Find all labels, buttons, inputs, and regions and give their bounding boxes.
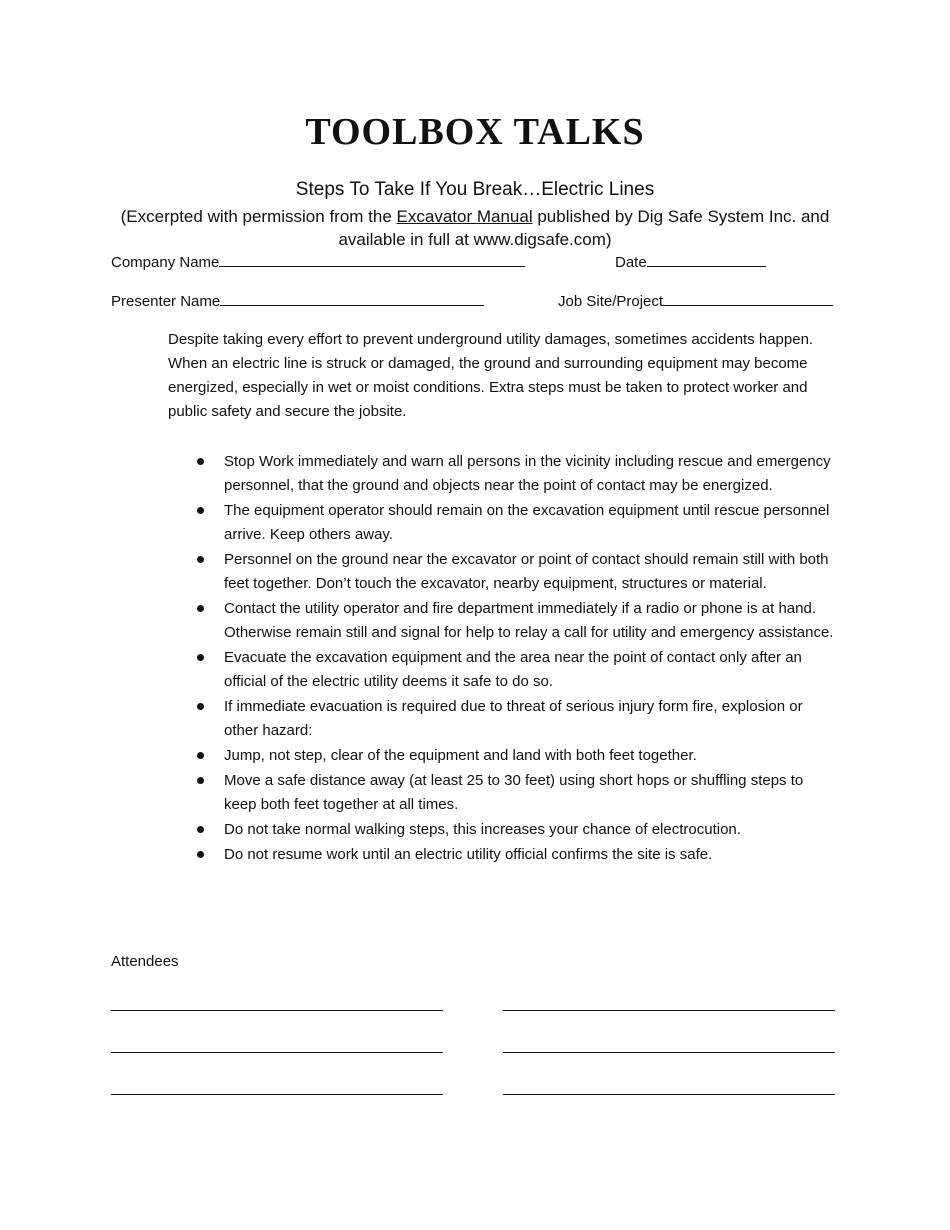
bullet-icon: [197, 556, 204, 563]
list-item: Contact the utility operator and fire department immediately if a radio or phone is at hand. Otherwise remain still and signal for help to relay a call for utility and emergency assistance.: [168, 597, 838, 645]
list-item: Evacuate the excavation equipment and the area near the point of contact only after an official of the electric utility deems it safe to do so.: [168, 646, 838, 694]
attendee-signature-line[interactable]: [503, 1010, 835, 1011]
company-name-field: [111, 252, 525, 271]
list-item: If immediate evacuation is required due to threat of serious injury form fire, explosion or other hazard:: [168, 695, 838, 743]
safety-steps-list: [168, 450, 838, 868]
attendees-label: Attendees: [111, 953, 179, 970]
presenter-name-label: Presenter Name: [111, 293, 221, 310]
list-item: Jump, not step, clear of the equipment and land with both feet together.: [168, 744, 838, 768]
attendee-signature-line[interactable]: [503, 1052, 835, 1053]
bullet-icon: [197, 851, 204, 858]
job-site-label: Job Site/Project: [558, 293, 664, 310]
attendee-signature-line[interactable]: [111, 1094, 443, 1095]
job-site-blank[interactable]: [663, 291, 833, 306]
attendee-signature-line[interactable]: [111, 1010, 443, 1011]
attendee-signature-line[interactable]: [111, 1052, 443, 1053]
date-label: Date: [615, 254, 647, 271]
presenter-name-field: [111, 291, 484, 310]
job-site-field: [558, 291, 833, 310]
bullet-icon: [197, 777, 204, 784]
intro-paragraph: Despite taking every effort to prevent underground utility damages, sometimes accidents happen. When an electric line is struck or damaged, the ground and surrounding equipment may become energized, especially in wet or moist conditions. Extra steps must be taken to protect worker and public safety and secure the jobsite.: [168, 331, 814, 420]
excerpt-prefix: (Excerpted with permission from the: [120, 207, 397, 226]
bullet-icon: [197, 654, 204, 661]
page-title: TOOLBOX TALKS: [305, 111, 645, 153]
bullet-icon: [197, 826, 204, 833]
list-item: Do not take normal walking steps, this increases your chance of electrocution.: [168, 818, 838, 842]
list-item: Do not resume work until an electric utility official confirms the site is safe.: [168, 843, 838, 867]
excavator-manual-title: Excavator Manual: [396, 207, 533, 226]
list-item: Move a safe distance away (at least 25 to 30 feet) using short hops or shuffling steps to keep both feet together at all times.: [168, 769, 838, 817]
bullet-icon: [197, 703, 204, 710]
excerpt-suffix: published by Dig Safe System Inc. and available in full at www.digsafe.com): [338, 207, 830, 249]
list-item: Stop Work immediately and warn all persons in the vicinity including rescue and emergency personnel, that the ground and objects near the point of contact may be energized.: [168, 450, 838, 498]
bullet-icon: [197, 507, 204, 514]
date-field: [615, 252, 766, 271]
date-blank[interactable]: [647, 252, 766, 267]
list-item: The equipment operator should remain on the excavation equipment until rescue personnel arrive. Keep others away.: [168, 499, 838, 547]
attendee-signature-line[interactable]: [503, 1094, 835, 1095]
excerpt-note: [110, 205, 840, 251]
presenter-name-blank[interactable]: [220, 291, 484, 306]
company-name-label: Company Name: [111, 254, 220, 271]
page-subtitle: Steps To Take If You Break…Electric Lines: [295, 179, 655, 200]
bullet-icon: [197, 752, 204, 759]
list-item: Personnel on the ground near the excavator or point of contact should remain still with both feet together. Don’t touch the excavator, nearby equipment, structures or material.: [168, 548, 838, 596]
bullet-icon: [197, 605, 204, 612]
company-name-blank[interactable]: [219, 252, 525, 267]
bullet-icon: [197, 458, 204, 465]
